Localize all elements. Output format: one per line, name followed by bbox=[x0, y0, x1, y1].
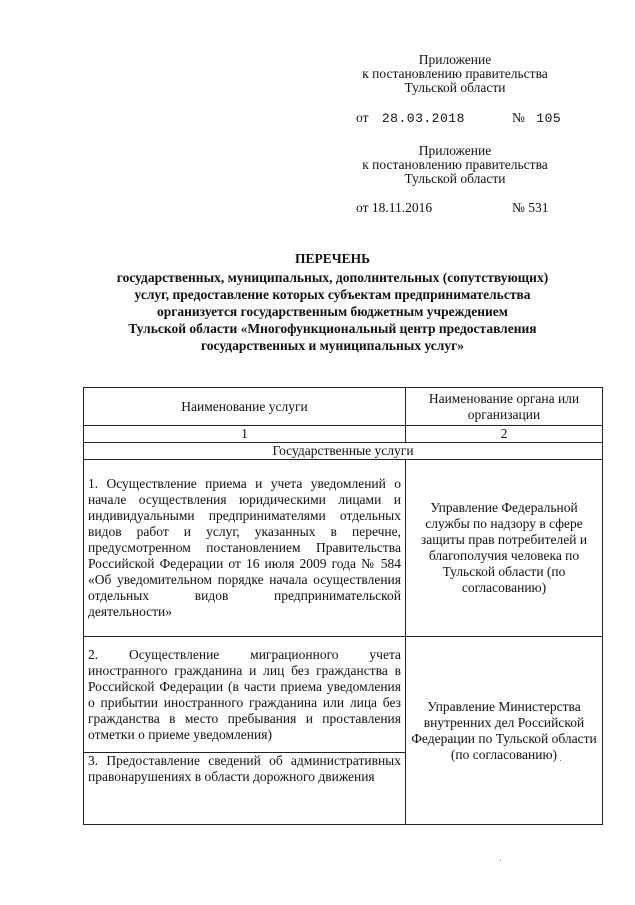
organization-1: Управление Федеральной службы по надзору в сфере защиты прав потребителей и благополучия человека по Тульской области (по согласованию) bbox=[406, 460, 603, 637]
table-row bbox=[84, 637, 603, 753]
appendix-1-line-2: к постановлению правительства bbox=[362, 66, 548, 81]
appendix-1-date-prefix: от bbox=[356, 110, 369, 125]
appendix-2-line-2: к постановлению правительства bbox=[362, 157, 548, 172]
appendix-1-date-line bbox=[356, 110, 465, 126]
document-title bbox=[60, 250, 605, 354]
appendix-1-line-1: Приложение bbox=[418, 52, 492, 67]
appendix-1-line-3: Тульской области bbox=[404, 80, 506, 95]
table-number-row bbox=[84, 426, 603, 443]
appendix-2-line-3: Тульской области bbox=[404, 171, 506, 186]
header-service-name: Наименование услуги bbox=[84, 388, 406, 426]
service-3: 3. Предоставление сведений об административных правонарушениях в области дорожного движения bbox=[84, 753, 406, 825]
title-line-2: услуг, предоставление которых субъектам предпринимательства bbox=[134, 287, 531, 302]
section-row bbox=[84, 443, 603, 460]
organization-2: Управление Министерства внутренних дел Российской Федерации по Тульской области (по согласованию) bbox=[406, 637, 603, 825]
appendix-block-1 bbox=[340, 53, 570, 95]
title-line-4: Тульской области «Многофункциональный центр предоставления bbox=[128, 321, 537, 336]
scan-speck bbox=[560, 760, 561, 761]
table-header-row bbox=[84, 388, 603, 426]
appendix-1-number: 105 bbox=[536, 111, 562, 126]
service-2: 2. Осуществление миграционного учета иностранного гражданина и лиц без гражданства в Российской Федерации (в части приема уведомления о прибытии иностранного гражданина или лица без гражданства в место пребывания и проставления отметки о приеме уведомления) bbox=[84, 637, 406, 753]
column-number-2: 2 bbox=[406, 426, 603, 443]
header-organization: Наименование органа или организации bbox=[406, 388, 603, 426]
appendix-2-date-line: от 18.11.2016 bbox=[356, 200, 433, 215]
service-1: 1. Осуществление приема и учета уведомлений о начале осуществления юридическими лицами и индивидуальными предпринимателями отдельных видов работ и услуг, указанных в перечне, предусмотренном постановлением Правительства Российской Федерации от 16 июля 2009 года № 584 «Об уведомительном порядке начала осуществления отдельных видов предпринимательской деятельности» bbox=[84, 460, 406, 637]
title-line-3: организуется государственным бюджетным учреждением bbox=[156, 304, 508, 319]
column-number-1: 1 bbox=[84, 426, 406, 443]
appendix-1-number-prefix: № bbox=[512, 110, 525, 125]
table-row bbox=[84, 460, 603, 637]
scan-speck bbox=[500, 860, 501, 861]
title-line-1: государственных, муниципальных, дополнительных (сопутствующих) bbox=[116, 270, 549, 285]
section-title: Государственные услуги bbox=[84, 443, 603, 460]
appendix-block-2 bbox=[340, 144, 570, 186]
title-line-5: государственных и муниципальных услуг» bbox=[200, 338, 465, 353]
title-heading: ПЕРЕЧЕНЬ bbox=[294, 251, 371, 266]
appendix-2-number-line: № 531 bbox=[512, 200, 549, 215]
appendix-1-date: 28.03.2018 bbox=[381, 111, 465, 126]
appendix-2-line-1: Приложение bbox=[418, 143, 492, 158]
services-table bbox=[83, 387, 603, 825]
appendix-1-number-line bbox=[512, 110, 561, 126]
